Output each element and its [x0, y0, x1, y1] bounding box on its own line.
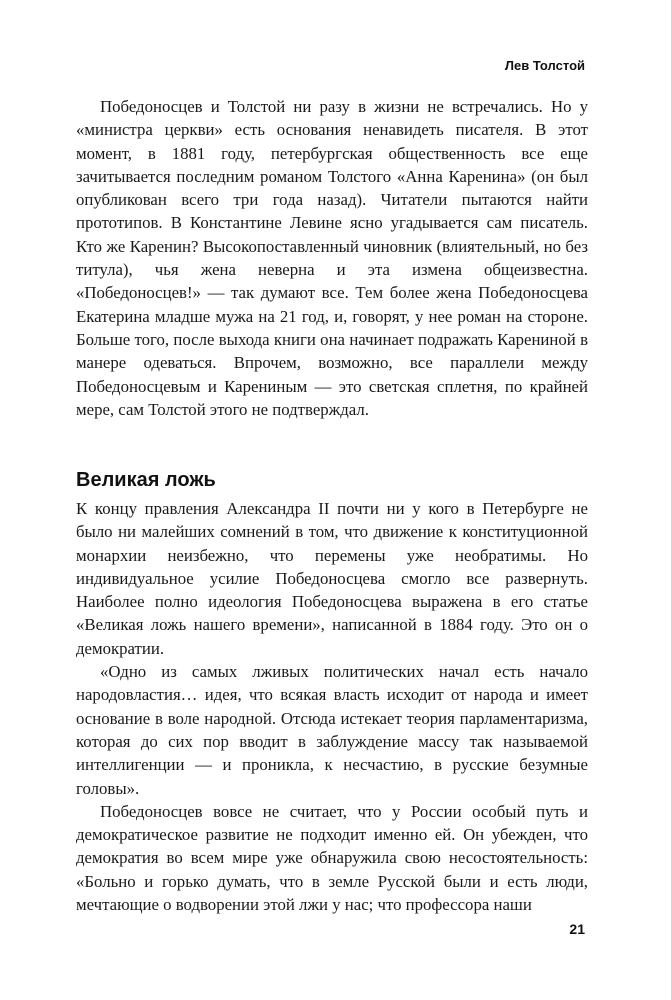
- section-intro: [76, 95, 588, 421]
- body-paragraph: Победоносцев вовсе не считает, что у России особый путь и демократическое развитие не подходит именно ей. Он убежден, что демократия во всем мире уже обнаружила свою несостоятельность: «Больно и горько думать, что в земле Русской были и есть люди, мечтающие о водворении этой лжи у нас; что профессора наши: [76, 801, 588, 915]
- quote-paragraph: «Одно из самых лживых политических начал есть начало народовластия… идея, что всякая власть исходит от народа и имеет основание в воле народной. Отсюда истекает теория парламентаризма, которая до сих пор вводит в заблуждение массу так называемой интеллигенции — и проникла, к несчастию, в русские безумные головы».: [76, 662, 588, 798]
- page-number: 21: [569, 921, 585, 937]
- section-heading: Великая ложь: [76, 469, 216, 491]
- body-paragraph: К концу правления Александра II почти ни у кого в Петербурге не было ни малейших сомнений в том, что движение к конституционной монархии неизбежно, что перемены уже необратимы. Но индивидуальное усилие Победоносцева смогло все развернуть. Наиболее полно идеология Победоносцева выражена в его статье «Великая ложь нашего времени», написанной в 1884 году. Это он о демократии.: [76, 499, 588, 658]
- body-paragraph: Победоносцев и Толстой ни разу в жизни не встречались. Но у «министра церкви» есть основания ненавидеть писателя. В этот момент, в 1881 году, петербургская общественность все еще зачитывается последним романом Толстого «Анна Каренина» (он был опубликован всего три года назад). Читатели пытаются найти прототипов. В Константине Левине ясно угадывается сам писатель. Кто же Каренин? Высокопоставленный чиновник (влиятельный, но без титула), чья жена неверна и эта измена общеизвестна. «Победоносцев!» — так думают все. Тем более жена Победоносцева Екатерина младше мужа на 21 год, и, говорят, у нее роман на стороне. Больше того, после выхода книги она начинает подражать Карениной в манере одеваться. Впрочем, возможно, все параллели между Победоносцевым и Карениным — это светская сплетня, по крайней мере, сам Толстой этого не подтверждал.: [76, 97, 588, 419]
- running-head-title: Лев Толстой: [504, 58, 585, 73]
- section-great-lie: [76, 497, 588, 916]
